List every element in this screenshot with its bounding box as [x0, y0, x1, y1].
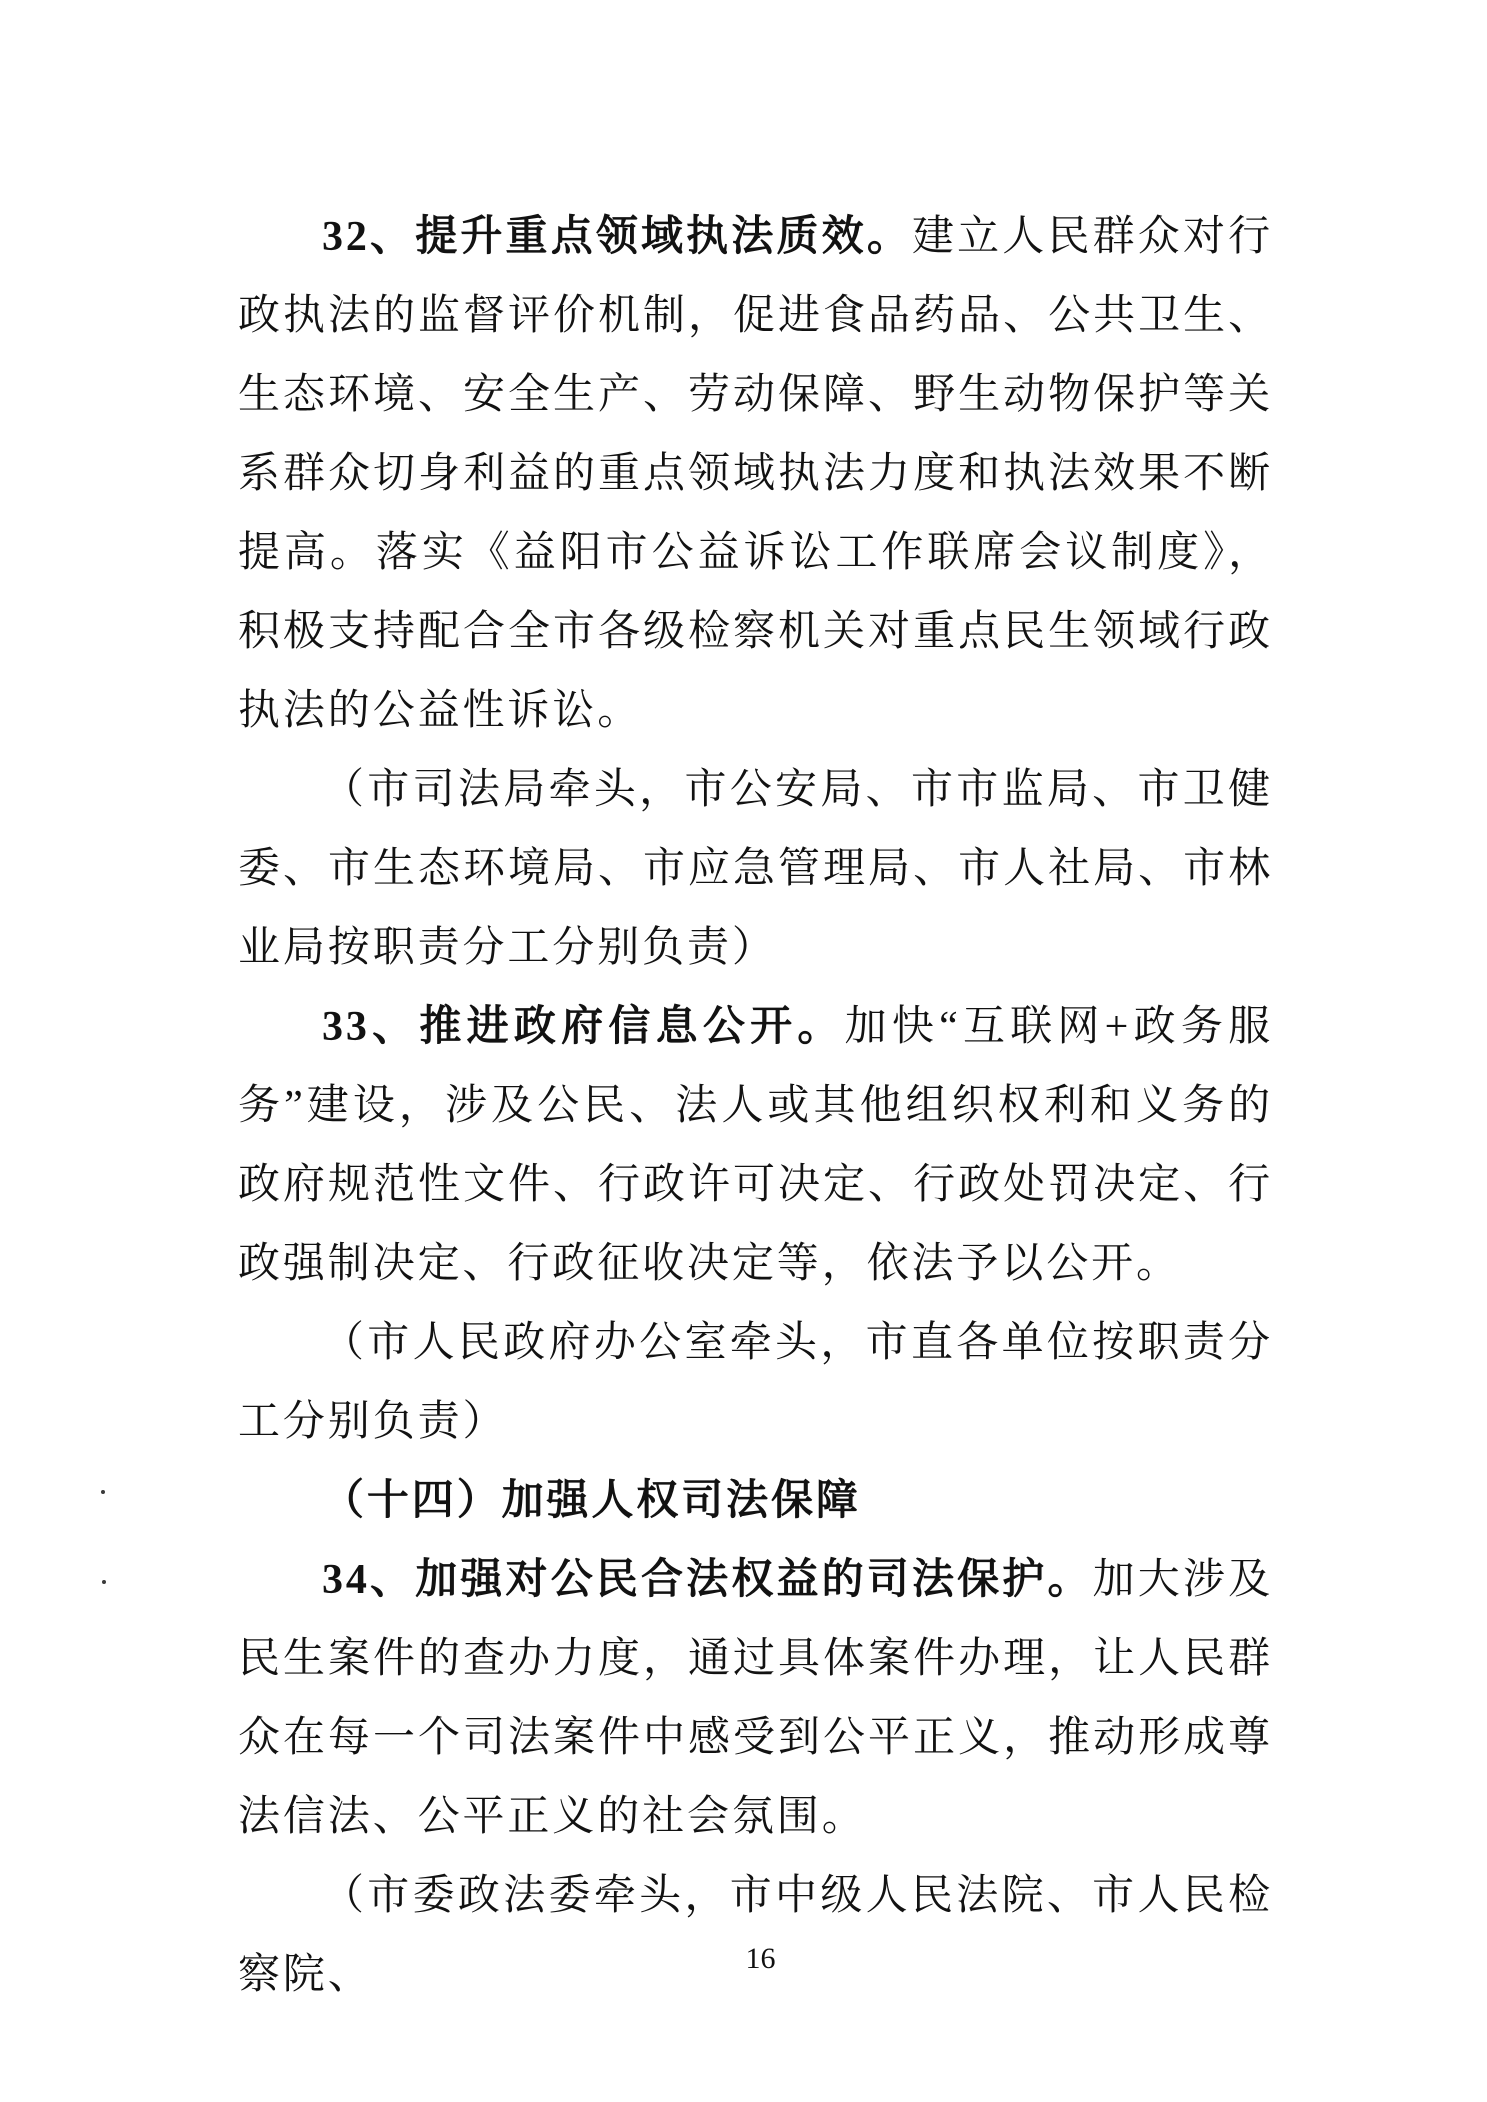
paragraph-32-heading: 32、提升重点领域执法质效。 [322, 214, 912, 260]
scan-speck [101, 1490, 105, 1494]
paragraph-item-33 [238, 988, 1273, 1304]
paragraph-responsibility-32 [238, 751, 1273, 988]
page-footer [0, 1942, 1487, 1976]
document-body [238, 198, 1273, 2015]
paragraph-responsibility-34-text: （市委政法委牵头，市中级人民法院、市人民检察院、 [238, 1873, 1273, 1998]
section-heading-14-text: （十四）加强人权司法保障 [322, 1478, 861, 1524]
page-number: 16 [745, 1942, 776, 1975]
paragraph-responsibility-33 [238, 1304, 1273, 1462]
paragraph-responsibility-32-text: （市司法局牵头，市公安局、市市监局、市卫健委、市生态环境局、市应急管理局、市人社局、市林业局按职责分工分别负责） [238, 767, 1273, 971]
paragraph-32-body: 建立人民群众对行政执法的监督评价机制，促进食品药品、公共卫生、生态环境、安全生产、劳动保障、野生动物保护等关系群众切身利益的重点领域执法力度和执法效果不断提高。落实《益阳市公益诉讼工作联席会议制度》，积极支持配合全市各级检察机关对重点民生领域行政执法的公益性诉讼。 [238, 214, 1274, 734]
paragraph-item-34 [238, 1541, 1273, 1857]
paragraph-34-heading: 34、加强对公民合法权益的司法保护。 [322, 1557, 1093, 1603]
paragraph-33-body: 加快“互联网+政务服务”建设，涉及公民、法人或其他组织权利和义务的政府规范性文件、行政许可决定、行政处罚决定、行政强制决定、行政征收决定等，依法予以公开。 [238, 1004, 1273, 1287]
paragraph-33-heading: 33、推进政府信息公开。 [322, 1004, 845, 1050]
scan-speck [102, 1580, 106, 1584]
section-heading-14 [238, 1462, 1273, 1541]
paragraph-responsibility-33-text: （市人民政府办公室牵头，市直各单位按职责分工分别负责） [238, 1320, 1273, 1445]
paragraph-34-body: 加大涉及民生案件的查办力度，通过具体案件办理，让人民群众在每一个司法案件中感受到公平正义，推动形成尊法信法、公平正义的社会氛围。 [238, 1557, 1274, 1840]
paragraph-responsibility-34 [238, 1857, 1273, 2015]
paragraph-item-32 [238, 198, 1273, 751]
